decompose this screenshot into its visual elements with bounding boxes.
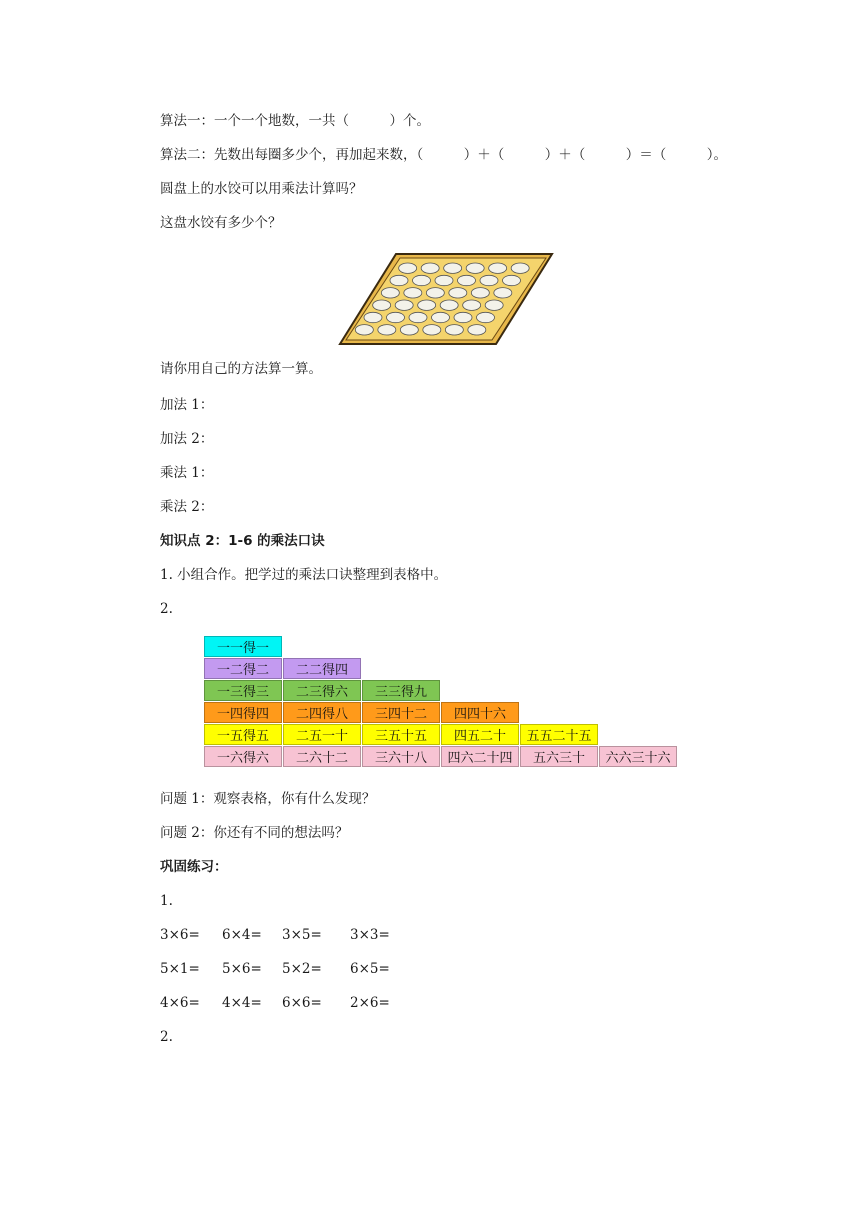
exercise-item: 5×2= — [282, 961, 322, 977]
item-2-label: 2. — [160, 601, 173, 617]
table-row — [204, 636, 678, 657]
table-row — [204, 746, 678, 767]
exercise-item: 4×6= — [160, 995, 200, 1011]
dumpling — [395, 300, 413, 310]
exercise-item: 6×6= — [282, 995, 322, 1011]
dumpling — [404, 288, 422, 298]
exercise-2-label: 2. — [160, 1029, 173, 1045]
multiplication-1-label: 乘法 1： — [160, 465, 214, 481]
dumpling — [413, 275, 431, 285]
dumpling — [463, 300, 481, 310]
dumpling — [511, 263, 529, 273]
table-cell: 一六得六 — [204, 746, 282, 767]
dumpling — [387, 312, 405, 322]
exercise-row — [160, 994, 390, 1012]
dumpling — [458, 275, 476, 285]
table-cell: 二二得四 — [283, 658, 361, 679]
exercise-1-label: 1. — [160, 893, 173, 909]
exercise-row — [160, 926, 390, 944]
table-cell: 二六十二 — [283, 746, 361, 767]
table-cell: 二三得六 — [283, 680, 361, 701]
dumpling — [435, 275, 453, 285]
dumpling — [390, 275, 408, 285]
table-cell: 三六十八 — [362, 746, 440, 767]
dumpling — [355, 325, 373, 335]
table-cell: 一四得四 — [204, 702, 282, 723]
table-cell: 五五二十五 — [520, 724, 598, 745]
table-cell: 四五二十 — [441, 724, 519, 745]
exercise-item: 5×6= — [222, 961, 262, 977]
table-cell: 六六三十六 — [599, 746, 677, 767]
table-cell: 五六三十 — [520, 746, 598, 767]
table-cell: 一三得三 — [204, 680, 282, 701]
exercise-item: 3×5= — [282, 927, 322, 943]
section-heading-knowledge-2: 知识点 2：1-6 的乘法口诀 — [160, 533, 325, 549]
exercise-item: 6×5= — [350, 961, 390, 977]
exercise-item: 6×4= — [222, 927, 262, 943]
dumpling — [485, 300, 503, 310]
exercise-item: 2×6= — [350, 995, 390, 1011]
dumpling — [503, 275, 521, 285]
dumpling — [449, 288, 467, 298]
table-cell: 三三得九 — [362, 680, 440, 701]
method-two-text: 算法二：先数出每圈多少个，再加起来数，（ ）＋（ ）＋（ ）＝（ ）。 — [160, 147, 727, 163]
dumpling — [489, 263, 507, 273]
dumpling — [373, 300, 391, 310]
dumpling — [421, 263, 439, 273]
table-cell: 四四十六 — [441, 702, 519, 723]
dumpling — [418, 300, 436, 310]
dumpling-tray-image — [338, 250, 558, 350]
dumpling — [477, 312, 495, 322]
table-cell: 三四十二 — [362, 702, 440, 723]
addition-2-label: 加法 2： — [160, 431, 214, 447]
dumpling — [381, 288, 399, 298]
exercise-item: 5×1= — [160, 961, 200, 977]
exercise-row — [160, 960, 390, 978]
instruction-calc: 请你用自己的方法算一算。 — [160, 361, 322, 377]
table-row — [204, 702, 678, 723]
dumpling — [423, 325, 441, 335]
table-row — [204, 724, 678, 745]
table-cell: 三五十五 — [362, 724, 440, 745]
dumpling — [466, 263, 484, 273]
table-cell: 一二得二 — [204, 658, 282, 679]
group-work-text: 1. 小组合作。把学过的乘法口诀整理到表格中。 — [160, 567, 448, 583]
exercise-item: 3×3= — [350, 927, 390, 943]
table-cell: 二四得八 — [283, 702, 361, 723]
question-how-many: 这盘水饺有多少个？ — [160, 215, 282, 231]
question-2-text: 问题 2：你还有不同的想法吗？ — [160, 825, 349, 841]
dumpling — [468, 325, 486, 335]
table-cell: 二五一十 — [283, 724, 361, 745]
table-cell: 四六二十四 — [441, 746, 519, 767]
dumpling — [444, 263, 462, 273]
dumpling — [378, 325, 396, 335]
table-row — [204, 680, 678, 701]
exercise-item: 3×6= — [160, 927, 200, 943]
dumpling — [454, 312, 472, 322]
dumpling — [480, 275, 498, 285]
table-cell: 一一得一 — [204, 636, 282, 657]
dumpling — [399, 263, 417, 273]
table-row — [204, 658, 678, 679]
dumpling — [432, 312, 450, 322]
exercise-item: 4×4= — [222, 995, 262, 1011]
dumpling — [471, 288, 489, 298]
dumpling — [440, 300, 458, 310]
method-one-text: 算法一：一个一个地数，一共（ ）个。 — [160, 113, 430, 129]
dumpling — [426, 288, 444, 298]
question-1-text: 问题 1：观察表格，你有什么发现？ — [160, 791, 376, 807]
dumpling — [445, 325, 463, 335]
question-multiplication: 圆盘上的水饺可以用乘法计算吗？ — [160, 181, 363, 197]
addition-1-label: 加法 1： — [160, 397, 214, 413]
multiplication-table — [204, 636, 678, 768]
dumpling — [409, 312, 427, 322]
multiplication-2-label: 乘法 2： — [160, 499, 214, 515]
dumpling — [400, 325, 418, 335]
table-cell: 一五得五 — [204, 724, 282, 745]
section-heading-practice: 巩固练习： — [160, 859, 228, 875]
dumpling — [494, 288, 512, 298]
dumpling — [364, 312, 382, 322]
